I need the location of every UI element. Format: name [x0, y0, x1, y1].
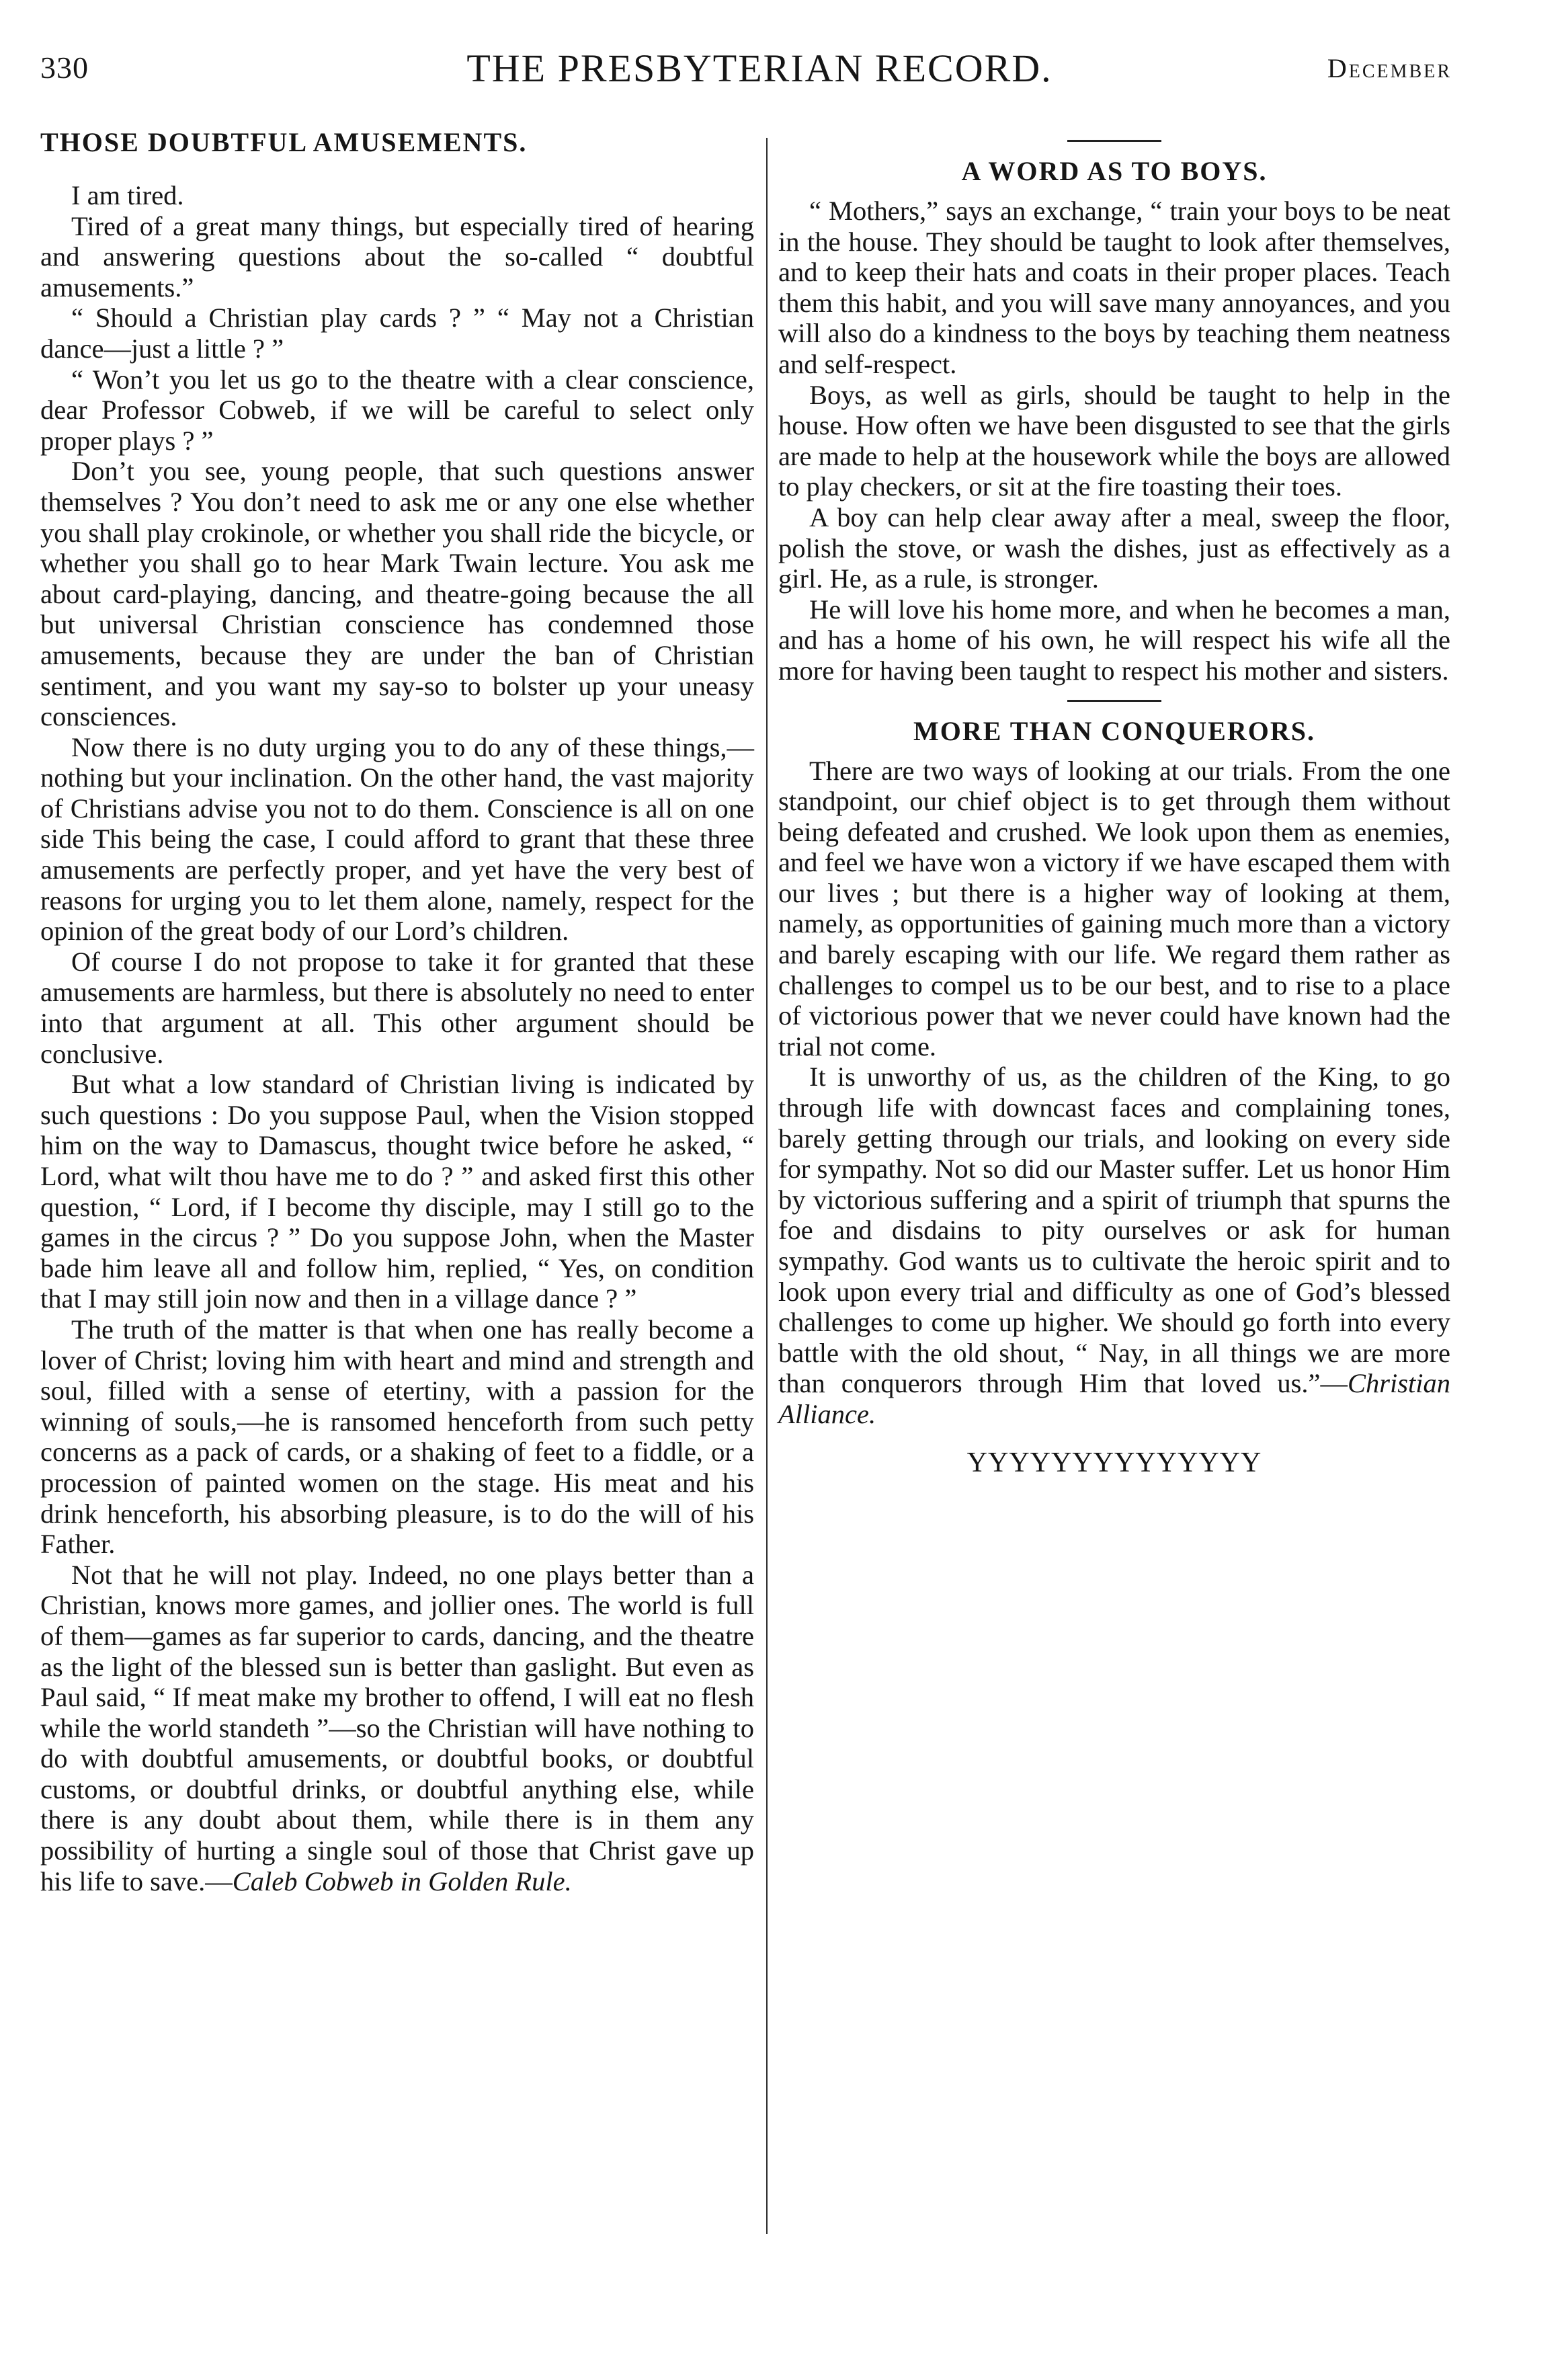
column-divider: [766, 138, 768, 2234]
ornament-divider: YYYYYYYYYYYYYY: [966, 1447, 1262, 1478]
paragraph-text: Not that he will not play. Indeed, no one plays better than a Christian, knows more games, and jollier ones. The world is full of them—games as far superior to cards, dancing, and the theatre as the light of the blessed sun is better than gaslight. But even as Paul said, “ If meat make my brother to offend, I will eat no flesh while the world standeth ”—so the Christian will have nothing to do with doubtful amusements, or doubtful books, or doubtful customs, or doubtful drinks, or doubtful anything else, while there is any doubt about them, while there is in them any possibility of hurting a single soul of those that Christ gave up his life to save.—: [40, 1559, 754, 1896]
article-title-word-as-to-boys: A WORD AS TO BOYS.: [961, 156, 1268, 186]
section-divider: [1067, 140, 1161, 142]
article-paragraph: He will love his home more, and when he becomes a man, and has a home of his own, he will respect his wife all the more for having been taught to respect his mother and sisters.: [778, 594, 1450, 686]
article-paragraph: Of course I do not propose to take it for granted that these amusements are harmless, but there is absolutely no need to enter into that argument at all. This other argument should be conclusive.: [40, 946, 754, 1069]
article-attribution: Christian Alliance.: [778, 1368, 1450, 1429]
article-paragraph: The truth of the matter is that when one has really become a lover of Christ; loving him with heart and mind and strength and soul, filled with a sense of etertiny, with a passion for the winning of souls,—he is ransomed henceforth from such petty concerns as a pack of cards, or a shaking of feet to a fiddle, or a procession of painted women on the stage. His meat and his drink henceforth, his absorbing pleasure, is to do the will of his Father.: [40, 1314, 754, 1560]
left-column: [40, 126, 754, 1896]
article-paragraph-attributed: [778, 1062, 1450, 1429]
article-paragraph: “ Should a Christian play cards ? ” “ May not a Christian dance—just a little ? ”: [40, 303, 754, 364]
article-paragraph-continued: [40, 1560, 754, 1897]
running-head: [40, 46, 1452, 104]
article-paragraph: Don’t you see, young people, that such questions answer themselves ? You don’t need to ask me or any one else whether you shall play crokinole, or whether you shall ride the bicycle, or whether you shall go to hear Mark Twain lecture. You ask me about card-playing, dancing, and theatre-going because the all but universal Christian conscience has condemned those amusements, because they are under the ban of Christian sentiment, and you want my say-so to bolster up your uneasy consciences.: [40, 456, 754, 732]
article-paragraph: “ Mothers,” says an exchange, “ train your boys to be neat in the house. They should be taught to look after themselves, and to keep their hats and coats in their proper places. Teach them this habit, and you will save many annoyances, and you will also do a kindness to the boys by teaching them neatness and self-respect.: [778, 196, 1450, 379]
article-paragraph: A boy can help clear away after a meal, sweep the floor, polish the stove, or wash the dishes, just as effectively as a girl. He, as a rule, is stronger.: [778, 502, 1450, 594]
article-paragraph: Tired of a great many things, but especially tired of hearing and answering questions about the so-called “ doubtful amusements.”: [40, 210, 754, 303]
right-column: [778, 126, 1450, 1480]
journal-title: THE PRESBYTERIAN RECORD.: [466, 46, 1053, 90]
article-paragraph: Boys, as well as girls, should be taught to help in the house. How often we have been disgusted to see that the girls are made to help at the housework while the boys are allowed to play checkers, or sit at the fire toasting their toes.: [778, 379, 1450, 502]
article-paragraph: “ Won’t you let us go to the theatre with a clear conscience, dear Professor Cobweb, if we will be careful to select only proper plays ? ”: [40, 364, 754, 456]
paragraph-text: It is unworthy of us, as the children of the King, to go through life with downcast faces and complaining tones, barely getting through our trials, and looking on every side for sympathy. Not so did our Master suffer. Let us honor Him by victorious suffering and a spirit of triumph that spurns the foe and disdains to pity ourselves or ask for human sympathy. God wants us to cultivate the heroic spirit and to look upon every trial and difficulty as one of God’s blessed challenges to come up higher. We should go forth into every battle with the old shout, “ Nay, in all things we are more than conquerors through Him that loved us.”—: [778, 1062, 1450, 1399]
section-divider: [1067, 700, 1161, 702]
issue-month: December: [1327, 53, 1452, 83]
article-attribution: Caleb Cobweb in Golden Rule.: [232, 1866, 572, 1896]
page-number: 330: [40, 50, 89, 85]
article-title-doubtful-amusements: THOSE DOUBTFUL AMUSEMENTS.: [40, 127, 528, 157]
article-paragraph: Now there is no duty urging you to do any of these things,—nothing but your inclination. On the other hand, the vast majority of Christians advise you not to do them. Conscience is all on one side This being the case, I could afford to grant that these three amusements are perfectly proper, and yet have the very best of reasons for urging you to let them alone, namely, respect for the opinion of the great body of our Lord’s children.: [40, 731, 754, 947]
article-paragraph: But what a low standard of Christian living is indicated by such questions : Do you suppose Paul, when the Vision stopped him on the way to Damascus, thought twice before he asked, “ Lord, what wilt thou have me to do ? ” and asked first this other question, “ Lord, if I become thy disciple, may I still go to the games in the circus ? ” Do you suppose John, when the Master bade him leave all and follow him, replied, “ Yes, on condition that I may still join now and then in a village dance ? ”: [40, 1069, 754, 1314]
article-paragraph: There are two ways of looking at our trials. From the one standpoint, our chief object is to get through them without being defeated and crushed. We look upon them as enemies, and feel we have won a victory if we have escaped them with our lives ; but there is a higher way of looking at them, namely, as opportunities of gaining much more than a victory and barely escaping with our life. We regard them rather as challenges to compel us to be our best, and to rise to a place of victorious power that we never could have known had the trial not come.: [778, 755, 1450, 1062]
article-paragraph: I am tired.: [71, 180, 184, 210]
article-title-more-than-conquerors: MORE THAN CONQUERORS.: [913, 715, 1315, 746]
